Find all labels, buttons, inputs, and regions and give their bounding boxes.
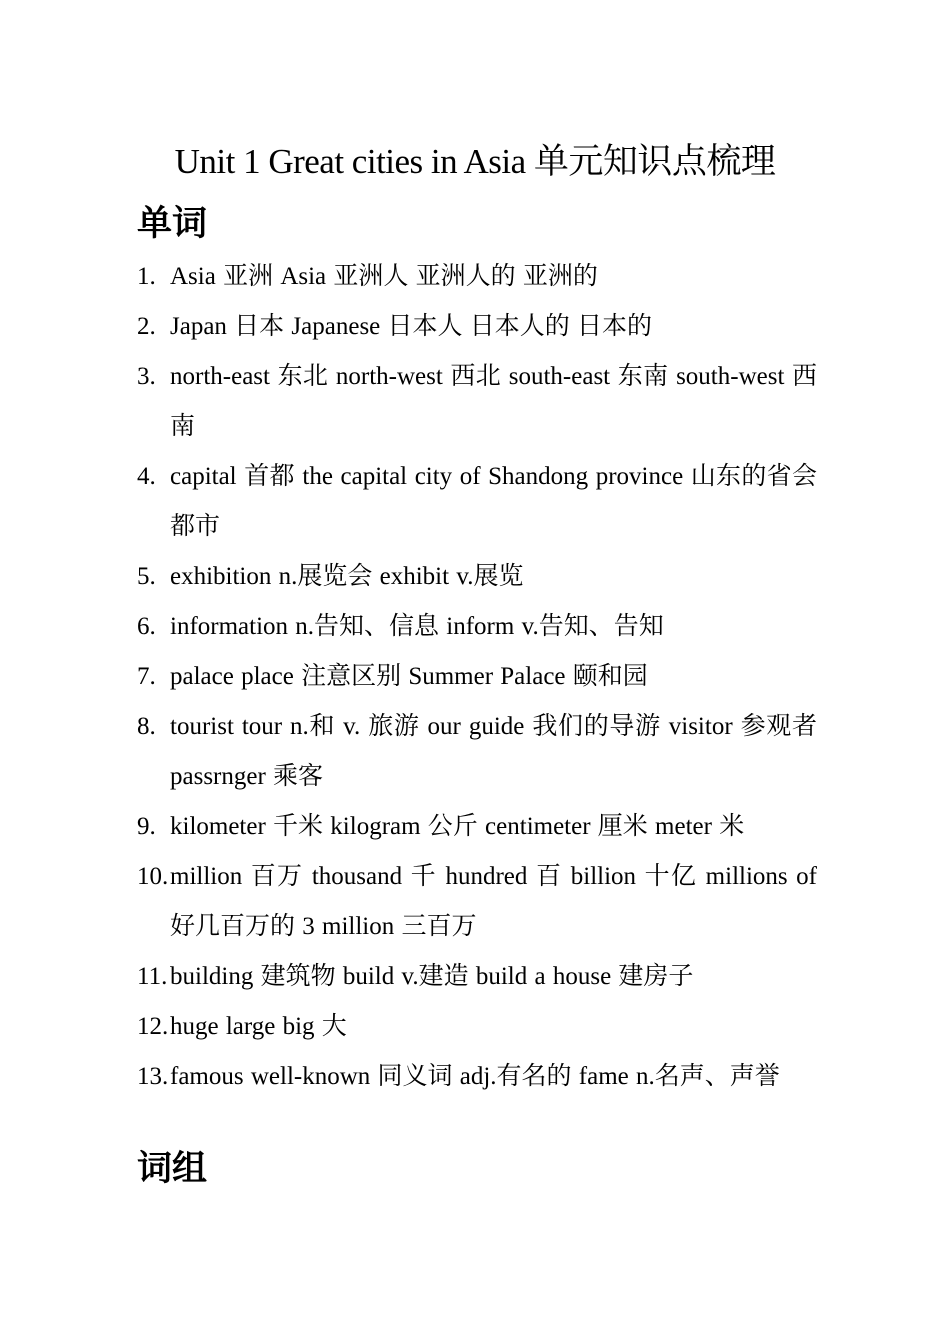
item-text: huge large big 大 bbox=[170, 1013, 347, 1040]
item-number: 12. bbox=[137, 1013, 169, 1040]
list-item bbox=[137, 652, 817, 702]
list-item bbox=[137, 252, 817, 302]
item-number: 1. bbox=[137, 263, 156, 290]
page-title: Unit 1 Great cities in Asia 单元知识点梳理 bbox=[174, 142, 776, 181]
item-number: 7. bbox=[137, 663, 156, 690]
item-text: information n.告知、信息 inform v.告知、告知 bbox=[170, 613, 664, 640]
item-number: 11. bbox=[137, 963, 168, 990]
item-text: Japan 日本 Japanese 日本人 日本人的 日本的 bbox=[170, 313, 653, 340]
list-item bbox=[137, 802, 817, 852]
item-text: kilometer 千米 kilogram 公斤 centimeter 厘米 meter 米 bbox=[170, 813, 745, 840]
list-item bbox=[137, 552, 817, 602]
list-item bbox=[137, 302, 817, 352]
item-text: Asia 亚洲 Asia 亚洲人 亚洲人的 亚洲的 bbox=[170, 263, 598, 290]
item-text: tourist tour n.和 v. 旅游 our guide 我们的导游 visitor 参观者 passrnger 乘客 bbox=[170, 713, 817, 790]
item-number: 10. bbox=[137, 863, 169, 890]
list-item bbox=[137, 452, 817, 552]
list-item bbox=[137, 1002, 817, 1052]
list-item bbox=[137, 852, 817, 952]
item-number: 5. bbox=[137, 563, 156, 590]
vocab-list bbox=[137, 252, 817, 1102]
item-text: famous well-known 同义词 adj.有名的 fame n.名声、声誉 bbox=[170, 1063, 780, 1090]
section-heading-phrases: 词组 bbox=[137, 1148, 208, 1189]
item-number: 4. bbox=[137, 463, 156, 490]
list-item bbox=[137, 702, 817, 802]
item-text: building 建筑物 build v.建造 build a house 建房子 bbox=[170, 963, 694, 990]
item-text: north-east 东北 north-west 西北 south-east 东南 south-west 西南 bbox=[170, 363, 817, 440]
item-number: 2. bbox=[137, 313, 156, 340]
item-text: capital 首都 the capital city of Shandong province 山东的省会都市 bbox=[170, 463, 817, 540]
item-text: palace place 注意区别 Summer Palace 颐和园 bbox=[170, 663, 648, 690]
list-item bbox=[137, 602, 817, 652]
section-heading-words: 单词 bbox=[137, 203, 208, 244]
item-number: 13. bbox=[137, 1063, 169, 1090]
item-number: 9. bbox=[137, 813, 156, 840]
list-item bbox=[137, 1052, 817, 1102]
item-number: 8. bbox=[137, 713, 156, 740]
list-item bbox=[137, 352, 817, 452]
list-item bbox=[137, 952, 817, 1002]
item-number: 6. bbox=[137, 613, 156, 640]
item-text: million 百万 thousand 千 hundred 百 billion 十亿 millions of 好几百万的 3 million 三百万 bbox=[170, 863, 817, 940]
item-text: exhibition n.展览会 exhibit v.展览 bbox=[170, 563, 524, 590]
item-number: 3. bbox=[137, 363, 156, 390]
